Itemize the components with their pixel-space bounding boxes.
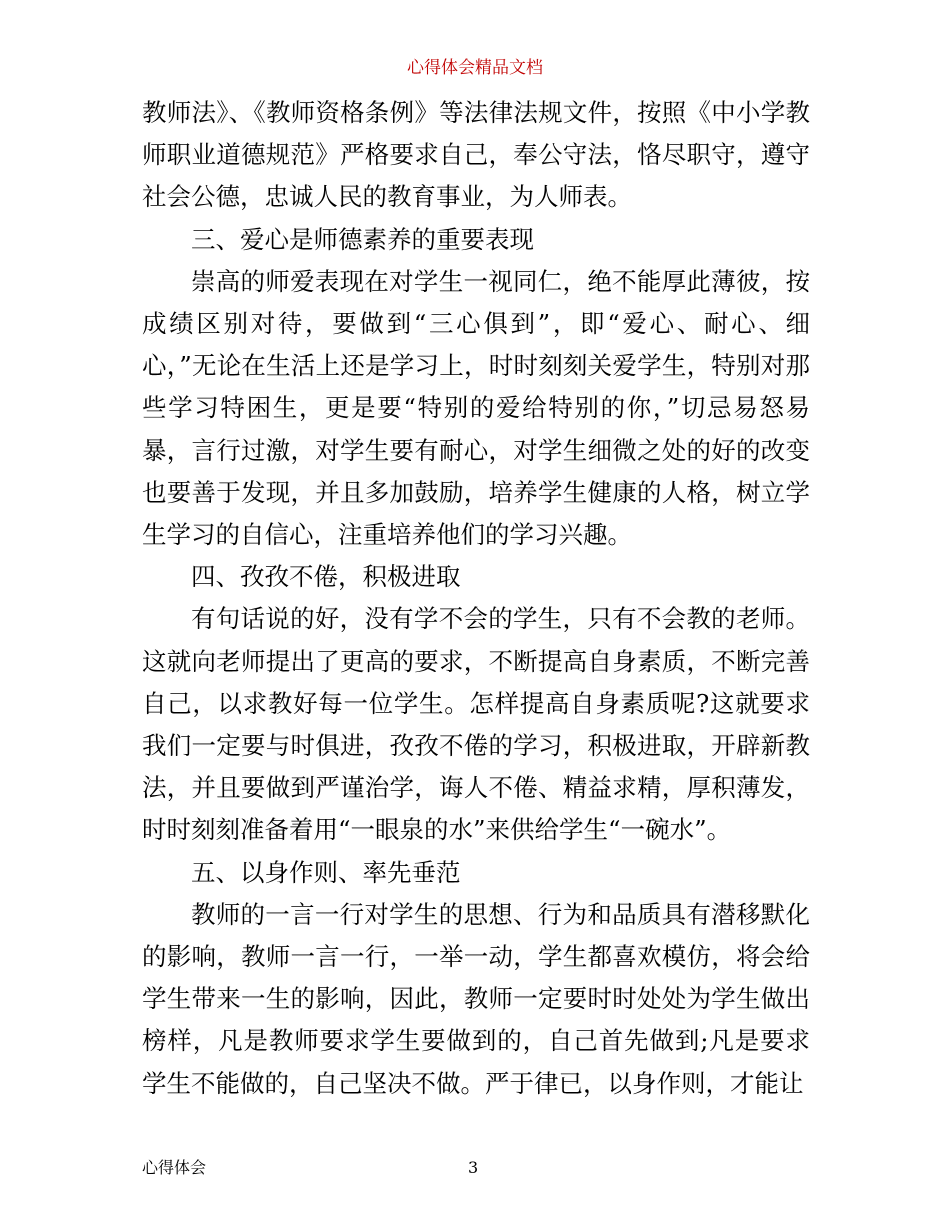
document-body bbox=[142, 92, 810, 1105]
paragraph-continuation: 教师法》、《教师资格条例》等法律法规文件，按照《中小学教师职业道德规范》严格要求自己，奉公守法，恪尽职守，遵守社会公德，忠诚人民的教育事业，为人师表。 bbox=[142, 98, 810, 212]
paragraph: 有句话说的好，没有学不会的学生，只有不会教的老师。这就向老师提出了更高的要求，不断提高自身素质，不断完善自己，以求教好每一位学生。怎样提高自身素质呢?这就要求我们一定要与时俱进，孜孜不倦的学习，积极进取，开辟新教法，并且要做到严谨治学，诲人不倦、精益求精，厚积薄发，时时刻刻准备着用“一眼泉的水”来供给学生“一碗水”。 bbox=[142, 604, 810, 845]
paragraph: 教师的一言一行对学生的思想、行为和品质具有潜移默化的影响，教师一言一行，一举一动，学生都喜欢模仿，将会给学生带来一生的影响，因此，教师一定要时时处处为学生做出榜样，凡是教师要求学生要做到的，自己首先做到;凡是要求学生不能做的，自己坚决不做。严于律已，以身作则，才能让 bbox=[142, 899, 810, 1098]
paragraph: 崇高的师爱表现在对学生一视同仁，绝不能厚此薄彼，按成绩区别对待，要做到“三心俱到”，即“爱心、耐心、细心，”无论在生活上还是学习上，时时刻刻关爱学生，特别对那些学习特困生，更是要“特别的爱给特别的你，”切忌易怒易暴，言行过激，对学生要有耐心，对学生细微之处的好的改变也要善于发现，并且多加鼓励，培养学生健康的人格，树立学生学习的自信心，注重培养他们的学习兴趣。 bbox=[142, 266, 810, 550]
page-header: 心得体会精品文档 bbox=[407, 58, 543, 78]
section-heading: 三、爱心是师德素养的重要表现 bbox=[191, 224, 534, 254]
section-heading: 五、以身作则、率先垂范 bbox=[191, 857, 461, 887]
section-heading: 四、孜孜不倦，积极进取 bbox=[191, 562, 461, 592]
footer-label: 心得体会 bbox=[142, 1158, 207, 1177]
page-number: 3 bbox=[468, 1158, 479, 1177]
